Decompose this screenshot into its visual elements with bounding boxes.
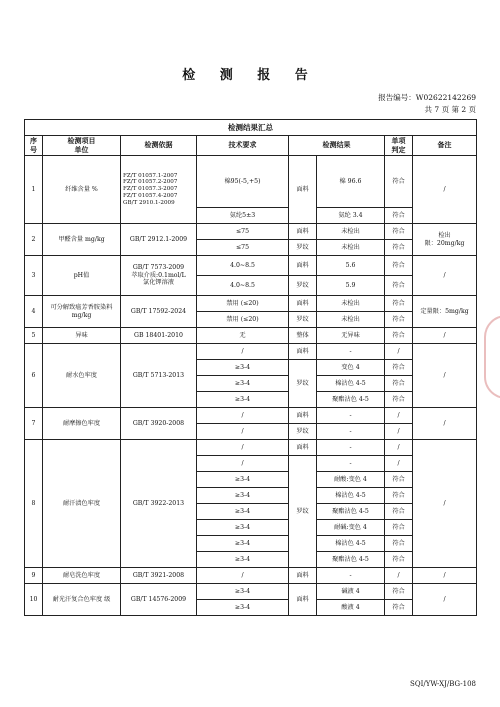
form-code: SQI/YW-XJ/BG-108 <box>410 680 476 688</box>
table-row <box>25 296 477 312</box>
row-item: 耐汗渍色牢度 <box>43 440 121 568</box>
row-result: 聚酯沾色 4-5 <box>317 552 385 568</box>
row-result: - <box>317 456 385 472</box>
row-part: 罗纹 <box>289 312 317 328</box>
row-req: ≥3-4 <box>197 392 289 408</box>
table-row <box>25 408 477 424</box>
row-req: ≥3-4 <box>197 504 289 520</box>
row-result: 聚酯沾色 4-5 <box>317 504 385 520</box>
row-part: 面料 <box>289 344 317 360</box>
row-judge: 符合 <box>385 584 413 600</box>
page-info: 共 7 页 第 2 页 <box>424 105 476 114</box>
row-judge: 符合 <box>385 276 413 296</box>
row-item: 耐皂洗色牢度 <box>43 568 121 584</box>
row-item: 可分解致癌芳香胺染料 mg/kg <box>43 296 121 328</box>
seal-stamp <box>484 315 500 399</box>
row-basis: GB/T 5713-2013 <box>121 344 197 408</box>
row-req: ≥3-4 <box>197 472 289 488</box>
row-result: 棉沾色 4-5 <box>317 376 385 392</box>
row-result: 变色 4 <box>317 360 385 376</box>
row-part: 面料 <box>289 584 317 616</box>
col-req: 技术要求 <box>197 136 289 156</box>
row-req: / <box>197 408 289 424</box>
row-part: 罗纹 <box>289 276 317 296</box>
row-item: 异味 <box>43 328 121 344</box>
row-basis: GB/T 3920-2008 <box>121 408 197 440</box>
row-result: - <box>317 408 385 424</box>
row-result: 耐碱:变色 4 <box>317 520 385 536</box>
table-row <box>25 584 477 600</box>
col-no: 序号 <box>25 136 43 156</box>
row-judge: 符合 <box>385 552 413 568</box>
row-basis: GB 18401-2010 <box>121 328 197 344</box>
row-req: ≥3-4 <box>197 536 289 552</box>
row-judge: 符合 <box>385 328 413 344</box>
row-item: pH值 <box>43 256 121 296</box>
row-judge: / <box>385 424 413 440</box>
row-result: 未检出 <box>317 312 385 328</box>
row-result: 棉沾色 4-5 <box>317 536 385 552</box>
row-basis: GB/T 3922-2013 <box>121 440 197 568</box>
row-no: 2 <box>25 224 43 256</box>
row-judge: 符合 <box>385 392 413 408</box>
row-req: ≥3-4 <box>197 552 289 568</box>
row-note: / <box>413 328 477 344</box>
row-result: 棉沾色 4-5 <box>317 488 385 504</box>
report-title: 检 测 报 告 <box>182 68 318 83</box>
row-req: ≥3-4 <box>197 584 289 600</box>
summary-title: 检测结果汇总 <box>25 120 477 136</box>
row-part: 面料 <box>289 440 317 456</box>
row-item: 耐水色牢度 <box>43 344 121 408</box>
row-part: 罗纹 <box>289 360 317 408</box>
row-req: ≥3-4 <box>197 520 289 536</box>
row-part: 罗纹 <box>289 424 317 440</box>
row-req: 禁用 (≤20) <box>197 312 289 328</box>
row-judge: 符合 <box>385 504 413 520</box>
row-req: ≤75 <box>197 240 289 256</box>
col-judge: 单项 判定 <box>385 136 413 156</box>
row-judge: 符合 <box>385 156 413 208</box>
row-judge: / <box>385 344 413 360</box>
row-req: / <box>197 424 289 440</box>
row-no: 4 <box>25 296 43 328</box>
table-row <box>25 344 477 360</box>
row-part: 整体 <box>289 328 317 344</box>
row-result: 碱液 4 <box>317 584 385 600</box>
results-table <box>24 119 477 616</box>
row-part: 罗纹 <box>289 456 317 568</box>
row-result: 酸液 4 <box>317 600 385 616</box>
col-basis: 检测依据 <box>121 136 197 156</box>
row-part: 罗纹 <box>289 240 317 256</box>
row-req: 4.0~8.5 <box>197 276 289 296</box>
row-result: 聚酯沾色 4-5 <box>317 392 385 408</box>
row-result: 未检出 <box>317 224 385 240</box>
row-result: 无异味 <box>317 328 385 344</box>
row-judge: 符合 <box>385 224 413 240</box>
row-req: / <box>197 456 289 472</box>
row-part: 面料 <box>289 408 317 424</box>
row-judge: 符合 <box>385 360 413 376</box>
row-req: ≤75 <box>197 224 289 240</box>
col-note: 备注 <box>413 136 477 156</box>
row-no: 10 <box>25 584 43 616</box>
col-item: 检测项目 单位 <box>43 136 121 156</box>
row-part: 面料 <box>289 156 317 224</box>
row-judge: / <box>385 408 413 424</box>
row-note: / <box>413 584 477 616</box>
row-req: ≥3-4 <box>197 360 289 376</box>
row-result: 未检出 <box>317 240 385 256</box>
row-note: 定量限：5mg/kg <box>413 296 477 328</box>
row-result: - <box>317 440 385 456</box>
row-judge: / <box>385 456 413 472</box>
row-note: 检出 限：20mg/kg <box>413 224 477 256</box>
table-row <box>25 156 477 208</box>
row-note: / <box>413 256 477 296</box>
row-result: - <box>317 568 385 584</box>
table-header <box>25 136 477 156</box>
row-no: 9 <box>25 568 43 584</box>
row-result: 5.6 <box>317 256 385 276</box>
row-note: / <box>413 344 477 408</box>
row-req: / <box>197 344 289 360</box>
row-req: 4.0~8.5 <box>197 256 289 276</box>
row-judge: 符合 <box>385 376 413 392</box>
row-result: 未检出 <box>317 296 385 312</box>
row-note: / <box>413 156 477 224</box>
table-row <box>25 224 477 240</box>
row-no: 7 <box>25 408 43 440</box>
row-req: 棉95(-5,+5) <box>197 156 289 208</box>
row-no: 5 <box>25 328 43 344</box>
row-note: / <box>413 408 477 440</box>
row-basis: GB/T 17592-2024 <box>121 296 197 328</box>
row-req: ≥3-4 <box>197 488 289 504</box>
table-row <box>25 256 477 276</box>
row-part: 面料 <box>289 296 317 312</box>
row-item: 耐光汗复合色牢度 级 <box>43 584 121 616</box>
table-row <box>25 440 477 456</box>
row-basis: GB/T 7573-2009 萃取介质:0.1mol/L 氯化钾溶液 <box>121 256 197 296</box>
col-result: 检测结果 <box>289 136 385 156</box>
row-item: 耐摩擦色牢度 <box>43 408 121 440</box>
row-req: ≥3-4 <box>197 376 289 392</box>
row-judge: 符合 <box>385 536 413 552</box>
row-no: 1 <box>25 156 43 224</box>
row-part: 面料 <box>289 256 317 276</box>
row-judge: / <box>385 568 413 584</box>
row-judge: 符合 <box>385 256 413 276</box>
row-no: 6 <box>25 344 43 408</box>
row-judge: 符合 <box>385 520 413 536</box>
report-number: 报告编号：W02622142269 <box>378 93 476 102</box>
row-note: / <box>413 440 477 568</box>
row-judge: 符合 <box>385 312 413 328</box>
row-note: / <box>413 568 477 584</box>
row-judge: 符合 <box>385 208 413 224</box>
row-judge: 符合 <box>385 296 413 312</box>
row-item: 甲醛含量 mg/kg <box>43 224 121 256</box>
row-basis: FZ/T 01057.1-2007 FZ/T 01057.2-2007 FZ/T 01057.3-2007 FZ/T 01057.4-2007 GB/T 2910.1-2009 <box>121 156 197 224</box>
row-basis: GB/T 2912.1-2009 <box>121 224 197 256</box>
row-basis: GB/T 14576-2009 <box>121 584 197 616</box>
row-judge: / <box>385 440 413 456</box>
row-req: / <box>197 440 289 456</box>
table-row <box>25 568 477 584</box>
row-part: 面料 <box>289 224 317 240</box>
row-item: 纤维含量 % <box>43 156 121 224</box>
row-result: - <box>317 344 385 360</box>
row-result: 耐酸:变色 4 <box>317 472 385 488</box>
row-result: - <box>317 424 385 440</box>
row-req: / <box>197 568 289 584</box>
row-judge: 符合 <box>385 472 413 488</box>
row-req: 氨纶5±3 <box>197 208 289 224</box>
row-req: ≥3-4 <box>197 600 289 616</box>
row-result: 棉 96.6 <box>317 156 385 208</box>
row-part: 面料 <box>289 568 317 584</box>
row-req: 禁用 (≤20) <box>197 296 289 312</box>
row-judge: 符合 <box>385 488 413 504</box>
row-no: 3 <box>25 256 43 296</box>
row-result: 氨纶 3.4 <box>317 208 385 224</box>
table-row <box>25 328 477 344</box>
row-judge: 符合 <box>385 600 413 616</box>
row-result: 5.9 <box>317 276 385 296</box>
row-req: 无 <box>197 328 289 344</box>
row-basis: GB/T 3921-2008 <box>121 568 197 584</box>
row-judge: 符合 <box>385 240 413 256</box>
row-no: 8 <box>25 440 43 568</box>
